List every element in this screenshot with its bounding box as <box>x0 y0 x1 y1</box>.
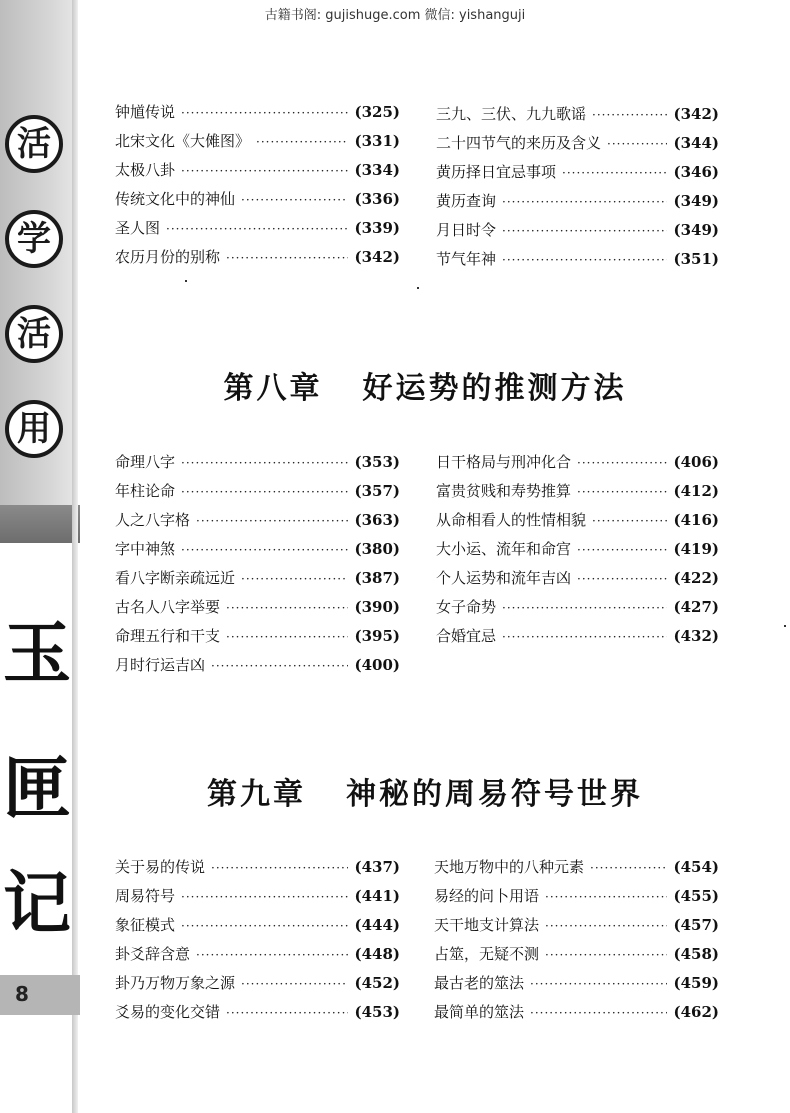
dot-leader <box>502 249 667 271</box>
chapter-9-name: 神秘的周易符号世界 <box>346 777 643 812</box>
entry-title: 古名人八字举要 <box>115 598 221 616</box>
toc-entry[interactable] <box>436 132 719 154</box>
toc-entry[interactable] <box>115 654 400 676</box>
entry-title: 合婚宜忌 <box>436 627 497 645</box>
dot-leader <box>577 568 667 590</box>
chapter-8-number: 第八章 <box>223 371 323 406</box>
entry-title: 北宋文化《大傩图》 <box>115 132 251 150</box>
toc-entry[interactable] <box>436 451 719 473</box>
entry-page: (380) <box>354 540 400 558</box>
dot-leader <box>502 220 667 242</box>
toc-entry[interactable] <box>115 914 400 936</box>
dot-leader <box>181 915 348 937</box>
entry-page: (325) <box>354 103 400 121</box>
toc-entry[interactable] <box>436 596 719 618</box>
dot-leader <box>592 104 667 126</box>
dot-leader <box>562 162 667 184</box>
entry-page: (448) <box>354 945 400 963</box>
entry-title: 月日时令 <box>436 221 497 239</box>
chapter-8-heading <box>100 369 750 409</box>
entry-title: 黄历择日宜忌事项 <box>436 163 557 181</box>
dot-leader <box>607 133 667 155</box>
entry-title: 太极八卦 <box>115 161 176 179</box>
dot-leader <box>226 597 348 619</box>
watermark-text: 古籍书阁: gujishuge.com 微信: yishanguji <box>264 8 526 23</box>
entry-title: 节气年神 <box>436 250 497 268</box>
entry-page: (387) <box>354 569 400 587</box>
dot-leader <box>241 568 348 590</box>
entry-title: 卦乃万物万象之源 <box>115 974 236 992</box>
entry-page: (416) <box>673 511 719 529</box>
dot-leader <box>181 539 348 561</box>
entry-title: 爻易的变化交错 <box>115 1003 221 1021</box>
entry-page: (336) <box>354 190 400 208</box>
entry-page: (363) <box>354 511 400 529</box>
toc-entry[interactable] <box>115 509 400 531</box>
scan-speck <box>784 625 786 627</box>
entry-page: (441) <box>354 887 400 905</box>
dot-leader <box>226 626 348 648</box>
page-number: 8 <box>15 982 29 1006</box>
entry-page: (357) <box>354 482 400 500</box>
book-title-char-1: 玉 <box>2 614 71 694</box>
dot-leader <box>181 102 348 124</box>
entry-page: (331) <box>354 132 400 150</box>
toc-entry[interactable] <box>115 596 400 618</box>
entry-title: 三九、三伏、九九歌谣 <box>436 105 587 123</box>
toc-entry[interactable] <box>436 248 719 270</box>
entry-title: 从命相看人的性情相貌 <box>436 511 587 529</box>
toc-entry[interactable] <box>436 538 719 560</box>
circle-char-1: 活 <box>5 115 63 173</box>
circle-char-3: 活 <box>5 305 63 363</box>
entry-page: (437) <box>354 858 400 876</box>
entry-title: 人之八字格 <box>115 511 191 529</box>
entry-page: (455) <box>673 887 719 905</box>
dot-leader <box>530 1002 667 1024</box>
toc-entry[interactable] <box>115 246 400 268</box>
dot-leader <box>577 452 667 474</box>
dot-leader <box>502 626 667 648</box>
entry-page: (342) <box>354 248 400 266</box>
toc-entry[interactable] <box>434 943 719 965</box>
entry-page: (458) <box>673 945 719 963</box>
dot-leader <box>545 886 667 908</box>
dot-leader <box>181 452 348 474</box>
dot-leader <box>166 218 348 240</box>
toc-entry[interactable] <box>115 567 400 589</box>
entry-page: (462) <box>673 1003 719 1021</box>
toc-entry[interactable] <box>436 509 719 531</box>
dot-leader <box>241 973 348 995</box>
entry-page: (406) <box>673 453 719 471</box>
entry-title: 象征模式 <box>115 916 176 934</box>
entry-page: (395) <box>354 627 400 645</box>
entry-title: 月时行运吉凶 <box>115 656 206 674</box>
book-title-char-2: 匣 <box>2 749 71 829</box>
dot-leader <box>181 160 348 182</box>
scan-speck <box>185 280 187 282</box>
entry-title: 命理八字 <box>115 453 176 471</box>
dot-leader <box>181 481 348 503</box>
toc-entry[interactable] <box>115 217 400 239</box>
sidebar-dark-band <box>0 505 80 543</box>
dot-leader <box>211 857 348 879</box>
toc-entry[interactable] <box>434 1001 719 1023</box>
dot-leader <box>502 597 667 619</box>
toc-entry[interactable] <box>434 856 719 878</box>
scan-speck <box>417 287 419 289</box>
dot-leader <box>592 510 667 532</box>
entry-title: 富贵贫贱和寿势推算 <box>436 482 572 500</box>
entry-page: (444) <box>354 916 400 934</box>
entry-page: (339) <box>354 219 400 237</box>
entry-page: (453) <box>354 1003 400 1021</box>
entry-title: 关于易的传说 <box>115 858 206 876</box>
book-title-char-3: 记 <box>2 864 71 944</box>
chapter-9-number: 第九章 <box>207 777 306 812</box>
entry-page: (390) <box>354 598 400 616</box>
toc-entry[interactable] <box>434 972 719 994</box>
entry-title: 占筮，无疑不测 <box>434 945 540 963</box>
entry-title: 卦爻辞含意 <box>115 945 191 963</box>
entry-page: (400) <box>354 656 400 674</box>
entry-page: (452) <box>354 974 400 992</box>
dot-leader <box>211 655 348 677</box>
entry-title: 易经的问卜用语 <box>434 887 540 905</box>
entry-page: (349) <box>673 192 719 210</box>
entry-page: (427) <box>673 598 719 616</box>
chapter-9-heading <box>100 775 750 815</box>
dot-leader <box>590 857 667 879</box>
dot-leader <box>530 973 667 995</box>
entry-page: (334) <box>354 161 400 179</box>
entry-title: 最简单的筮法 <box>434 1003 525 1021</box>
entry-title: 钟馗传说 <box>115 103 176 121</box>
toc-entry[interactable] <box>115 159 400 181</box>
dot-leader <box>545 915 667 937</box>
entry-title: 周易符号 <box>115 887 176 905</box>
entry-page: (432) <box>673 627 719 645</box>
entry-page: (342) <box>673 105 719 123</box>
entry-page: (351) <box>673 250 719 268</box>
entry-title: 圣人图 <box>115 219 161 237</box>
entry-title: 天干地支计算法 <box>434 916 540 934</box>
entry-page: (419) <box>673 540 719 558</box>
dot-leader <box>226 1002 348 1024</box>
toc-entry[interactable] <box>434 914 719 936</box>
entry-page: (412) <box>673 482 719 500</box>
circle-char-2: 学 <box>5 210 63 268</box>
dot-leader <box>256 131 348 153</box>
dot-leader <box>196 944 348 966</box>
entry-page: (457) <box>673 916 719 934</box>
toc-entry[interactable] <box>436 103 719 125</box>
dot-leader <box>545 944 667 966</box>
entry-title: 女子命势 <box>436 598 497 616</box>
dot-leader <box>577 539 667 561</box>
entry-page: (422) <box>673 569 719 587</box>
entry-title: 最古老的筮法 <box>434 974 525 992</box>
entry-title: 天地万物中的八种元素 <box>434 858 585 876</box>
entry-title: 传统文化中的神仙 <box>115 190 236 208</box>
entry-page: (353) <box>354 453 400 471</box>
dot-leader <box>241 189 348 211</box>
toc-entry[interactable] <box>436 190 719 212</box>
entry-title: 二十四节气的来历及含义 <box>436 134 602 152</box>
toc-entry[interactable] <box>115 856 400 878</box>
entry-title: 字中神煞 <box>115 540 176 558</box>
toc-entry[interactable] <box>434 885 719 907</box>
toc-entry[interactable] <box>115 451 400 473</box>
toc-entry[interactable] <box>436 219 719 241</box>
dot-leader <box>577 481 667 503</box>
toc-entry[interactable] <box>115 101 400 123</box>
book-sidebar <box>0 0 80 1113</box>
entry-title: 年柱论命 <box>115 482 176 500</box>
entry-title: 日干格局与刑冲化合 <box>436 453 572 471</box>
entry-title: 个人运势和流年吉凶 <box>436 569 572 587</box>
toc-entry[interactable] <box>115 538 400 560</box>
dot-leader <box>226 247 348 269</box>
entry-page: (344) <box>673 134 719 152</box>
entry-page: (459) <box>673 974 719 992</box>
entry-title: 农历月份的别称 <box>115 248 221 266</box>
entry-title: 黄历查询 <box>436 192 497 210</box>
entry-page: (346) <box>673 163 719 181</box>
toc-entry[interactable] <box>115 972 400 994</box>
toc-entry[interactable] <box>115 943 400 965</box>
toc-entry[interactable] <box>436 480 719 502</box>
entry-page: (454) <box>673 858 719 876</box>
entry-title: 看八字断亲疏远近 <box>115 569 236 587</box>
dot-leader <box>196 510 348 532</box>
sidebar-edge-strip <box>72 0 78 1113</box>
toc-entry[interactable] <box>115 130 400 152</box>
toc-entry[interactable] <box>115 480 400 502</box>
toc-entry[interactable] <box>115 1001 400 1023</box>
toc-entry[interactable] <box>115 885 400 907</box>
toc-entry[interactable] <box>436 567 719 589</box>
circle-char-4: 用 <box>5 400 63 458</box>
dot-leader <box>502 191 667 213</box>
entry-title: 命理五行和干支 <box>115 627 221 645</box>
toc-entry[interactable] <box>115 625 400 647</box>
toc-entry[interactable] <box>115 188 400 210</box>
dot-leader <box>181 886 348 908</box>
chapter-8-name: 好运势的推测方法 <box>362 371 627 406</box>
entry-title: 大小运、流年和命宫 <box>436 540 572 558</box>
entry-page: (349) <box>673 221 719 239</box>
toc-entry[interactable] <box>436 625 719 647</box>
toc-entry[interactable] <box>436 161 719 183</box>
